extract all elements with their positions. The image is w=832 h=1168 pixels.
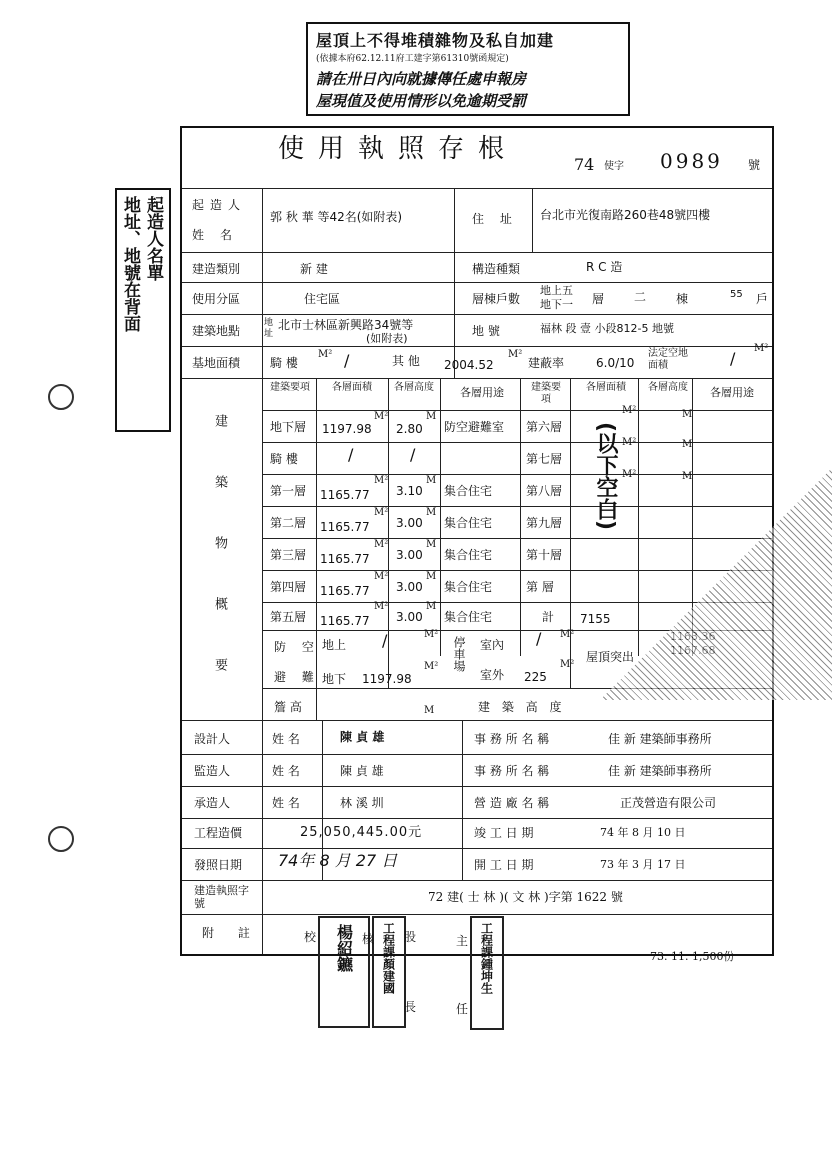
license-number: 0989	[660, 149, 723, 173]
applicant-value: 郭 秋 華 等42名(如附表)	[270, 210, 403, 224]
blank-mark: (以下空白)	[593, 422, 618, 531]
top-stamp	[306, 22, 630, 116]
unit-m2: M²	[374, 571, 389, 582]
unit-m: M	[426, 539, 437, 550]
parking-out-value: 225	[524, 670, 547, 684]
unit-m: M	[424, 705, 435, 716]
shelter-label: 防 空	[274, 640, 320, 654]
address-label: 住 址	[472, 212, 518, 226]
floors-below: 地下一	[540, 298, 573, 311]
floor-area: 1165.77	[320, 488, 370, 502]
floors-ceng: 層	[592, 292, 605, 306]
applicant-label: 起造人	[192, 198, 247, 212]
parking-in-slash: /	[536, 629, 542, 648]
floor-label: 第九層	[526, 516, 563, 530]
total-label: 計	[542, 610, 555, 624]
unit-m: M	[682, 409, 693, 420]
designer-name: 陳 貞 雄	[340, 730, 385, 744]
unit-m2: M²	[622, 405, 637, 416]
floor-label: 第五層	[270, 610, 307, 624]
use-zone-value: 住宅區	[304, 292, 341, 306]
unit-m2: M²	[424, 629, 439, 640]
floor-label: 第八層	[526, 484, 563, 498]
sig-label: 長	[404, 1000, 417, 1014]
cost-value: 25,050,445.00元	[300, 825, 423, 840]
floor-use: 集合住宅	[444, 516, 493, 530]
license-suffix: 號	[748, 158, 761, 172]
office-label: 事 務 所 名 稱	[474, 764, 550, 778]
factory-label: 營 造 廠 名 稱	[474, 796, 550, 810]
stamp-line: (依據本府62.12.11府工建字第61310號函規定)	[316, 54, 509, 64]
other-label: 其 他	[392, 354, 420, 368]
unit-m: M	[426, 601, 437, 612]
eaves-label: 簷 高	[274, 700, 302, 714]
floor-height: 3.00	[396, 548, 423, 562]
floor-label: 第二層	[270, 516, 307, 530]
floor-area: 1165.77	[320, 520, 370, 534]
floor-label: 第七層	[526, 452, 563, 466]
floor-height: 3.00	[396, 580, 423, 594]
other-unit: M²	[508, 349, 523, 360]
coverage-label: 建蔽率	[528, 356, 565, 370]
finish-label: 竣 工 日 期	[474, 826, 534, 840]
side-stamp-text: 起造人名單	[143, 196, 163, 281]
floor-label: 第 層	[526, 580, 554, 594]
structure-label: 構造種類	[472, 262, 521, 276]
lot-label: 地 號	[472, 324, 500, 338]
seal-text: 工程課鍾坤生	[479, 922, 494, 994]
side-stamp	[115, 188, 171, 432]
use-zone-label: 使用分區	[192, 292, 241, 306]
floor-label: 騎 樓	[270, 452, 298, 466]
header-area: 各層面積	[586, 382, 626, 393]
side-stamp-text: 地址、地號在背面	[120, 196, 140, 332]
base-area-label: 基地面積	[192, 356, 241, 370]
lot-value: 福林 段 壹 小段812-5 地號	[540, 322, 674, 335]
location-prefix: 地址	[264, 318, 274, 339]
unit-m: M	[682, 439, 693, 450]
unit-m2: M²	[374, 601, 389, 612]
floor-height: 3.10	[396, 484, 423, 498]
parking-label: 停車場	[452, 636, 466, 672]
contractor-name: 林 溪 圳	[340, 796, 384, 810]
arcade-slash: /	[344, 351, 350, 370]
supervisor-name: 陳 貞 雄	[340, 764, 384, 778]
unit-m2: M²	[374, 475, 389, 486]
issue-label: 發照日期	[194, 858, 243, 872]
seal-text: 工程課顏建國	[381, 922, 396, 994]
floor-use: 集合住宅	[444, 580, 493, 594]
license-char: 使字	[604, 161, 624, 172]
openspace-label: 法定空地面積	[648, 348, 688, 371]
floor-height: /	[410, 445, 416, 464]
seal-stamp	[372, 916, 406, 1028]
shelter-below-value: 1197.98	[362, 672, 412, 686]
building-section-label: 建築物概要	[212, 414, 227, 719]
license-year: 74	[574, 155, 595, 174]
unit-m: M	[426, 411, 437, 422]
floors-hu-unit: 戶	[756, 292, 769, 306]
openspace-unit: M²	[754, 343, 769, 354]
sig-label: 股	[404, 930, 417, 944]
floors-label: 層棟戶數	[472, 292, 521, 306]
floors-hu: 55	[730, 289, 743, 300]
structure-value: R C 造	[586, 260, 623, 274]
unit-m2: M²	[374, 507, 389, 518]
location-note: (如附表)	[366, 332, 408, 345]
header-item: 建築要項	[270, 382, 310, 393]
unit-m: M	[426, 507, 437, 518]
floor-label: 第四層	[270, 580, 307, 594]
total-value: 7155	[580, 612, 611, 626]
roof-label: 屋頂突出	[586, 650, 635, 664]
unit-m2: M²	[560, 659, 575, 670]
floor-area: 1165.77	[320, 614, 370, 628]
floor-height: 3.00	[396, 516, 423, 530]
floor-use: 防空避難室	[444, 420, 505, 434]
floor-area: 1165.77	[320, 552, 370, 566]
floor-area: 1197.98	[322, 422, 372, 436]
print-note: 73. 11. 1,500份	[650, 950, 735, 963]
floor-height: 3.00	[396, 610, 423, 624]
punch-hole-icon	[48, 826, 74, 852]
floor-use: 集合住宅	[444, 484, 493, 498]
name-label: 姓 名	[272, 764, 300, 778]
arcade-label: 騎 樓	[270, 356, 298, 370]
supervisor-label: 監造人	[194, 764, 231, 778]
office-label: 事 務 所 名 稱	[474, 732, 550, 746]
seal-stamp	[470, 916, 504, 1030]
unit-m: M	[426, 571, 437, 582]
other-value: 2004.52	[444, 358, 494, 372]
unit-m2: M²	[374, 411, 389, 422]
arcade-unit: M²	[318, 349, 333, 360]
contractor-label: 承造人	[194, 796, 231, 810]
name-label: 姓 名	[272, 732, 300, 746]
header-item: 建築要項	[531, 382, 561, 405]
stamp-line: 屋頂上不得堆積雜物及私自加建	[316, 31, 555, 50]
unit-m: M	[426, 475, 437, 486]
seal-text: 楊紹鑣	[334, 924, 354, 972]
header-use: 各層用途	[460, 386, 504, 399]
stamp-line: 請在卅日內向就據傳任處申報房	[316, 70, 527, 88]
floor-label: 第一層	[270, 484, 307, 498]
punch-hole-icon	[48, 384, 74, 410]
cost-label: 工程造價	[194, 826, 243, 840]
shelter-label: 避 難	[274, 670, 320, 684]
license-form	[180, 126, 774, 956]
building-height-label: 建 築 高 度	[478, 700, 566, 714]
header-height: 各層高度	[648, 382, 688, 393]
contractor-company: 正茂營造有限公司	[620, 796, 717, 810]
coverage-value: 6.0/10	[596, 356, 635, 370]
openspace-slash: /	[730, 349, 736, 368]
unit-m2: M²	[560, 629, 575, 640]
unit-m2: M²	[622, 469, 637, 480]
parking-out: 室外	[480, 668, 505, 682]
sig-label: 校	[304, 930, 317, 944]
supervisor-office: 佳 新 建築師事務所	[608, 764, 712, 778]
floors-dong: 棟	[676, 292, 689, 306]
shelter-above-slash: /	[382, 631, 388, 650]
header-use: 各層用途	[710, 386, 754, 399]
form-title: 使用執照存根	[278, 134, 519, 164]
floor-label: 第十層	[526, 548, 563, 562]
permit-label: 建造執照字號	[194, 884, 249, 910]
floor-label: 第三層	[270, 548, 307, 562]
sig-label: 主	[456, 934, 469, 948]
header-area: 各層面積	[332, 382, 372, 393]
floors-above: 地上五	[540, 284, 573, 297]
remarks-label: 附 註	[202, 926, 260, 940]
floor-area: 1165.77	[320, 584, 370, 598]
floor-label: 地下層	[270, 420, 307, 434]
name-label: 姓名	[192, 228, 249, 242]
floor-height: 2.80	[396, 422, 423, 436]
name-label: 姓 名	[272, 796, 300, 810]
unit-m2: M²	[424, 661, 439, 672]
build-type-label: 建造類別	[192, 262, 241, 276]
sig-label: 核	[362, 932, 375, 946]
stamp-line: 屋現值及使用情形以免逾期受罰	[316, 92, 527, 110]
header-height: 各層高度	[394, 382, 434, 393]
open-date: 73 年 3 月 17 日	[600, 858, 686, 871]
floor-use: 集合住宅	[444, 610, 493, 624]
open-label: 開 工 日 期	[474, 858, 534, 872]
parking-in: 室內	[480, 638, 505, 652]
location-value: 北市士林區新興路34號等	[278, 318, 414, 332]
floor-area: /	[348, 445, 354, 464]
floor-use: 集合住宅	[444, 548, 493, 562]
address-value: 台北市光復南路260巷48號四樓	[540, 208, 711, 222]
unit-m2: M²	[622, 437, 637, 448]
location-label: 建築地點	[192, 324, 241, 338]
designer-label: 設計人	[194, 732, 231, 746]
finish-date: 74 年 8 月 10 日	[600, 826, 686, 839]
unit-m2: M²	[374, 539, 389, 550]
permit-value: 72 建( 士 林 )( 文 林 )字第 1622 號	[428, 890, 623, 904]
issue-date: 74年 8 月 27 日	[278, 851, 398, 870]
floors-count: 二	[634, 290, 647, 304]
sig-label: 任	[456, 1002, 469, 1016]
build-type-value: 新 建	[300, 262, 328, 276]
floor-label: 第六層	[526, 420, 563, 434]
designer-office: 佳 新 建築師事務所	[608, 732, 712, 746]
shelter-above: 地上	[322, 638, 347, 652]
shelter-below: 地下	[322, 672, 347, 686]
unit-m: M	[682, 471, 693, 482]
